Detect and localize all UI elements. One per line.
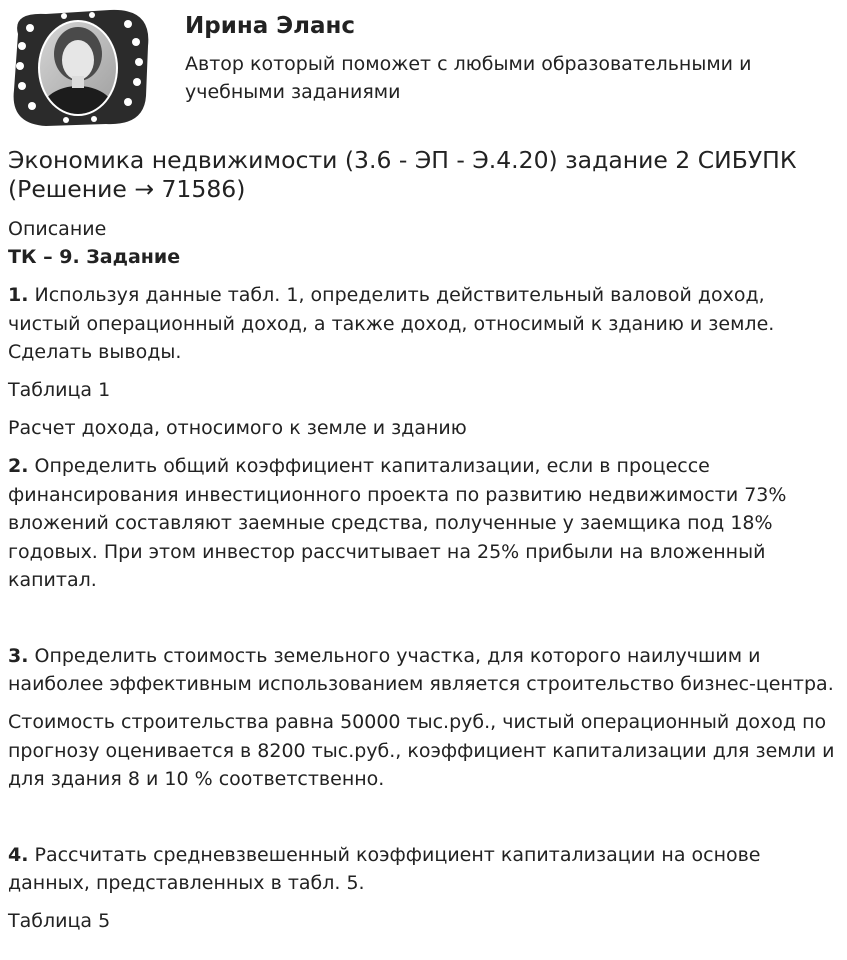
task-number: 3. bbox=[8, 644, 29, 667]
task-item-1 bbox=[8, 281, 840, 367]
task-number: 4. bbox=[8, 843, 29, 866]
author-header bbox=[0, 0, 847, 135]
task-paragraph: Стоимость строительства равна 50000 тыс.руб., чистый операционный доход по прогнозу оценивается в 8200 тыс.руб., коэффициент капитализации для земли и для здания 8 и 10 % соответственно. bbox=[8, 711, 835, 790]
table-title: Расчет дохода, относимого к земле и зданию bbox=[8, 417, 467, 439]
description-label: Описание bbox=[8, 218, 107, 240]
author-description: Автор который поможет с любыми образовательными и учебными заданиями bbox=[185, 53, 752, 103]
table-caption: Таблица 1 bbox=[8, 379, 111, 401]
task-number: 1. bbox=[8, 284, 29, 306]
task-item-3 bbox=[8, 642, 840, 699]
author-name[interactable]: Ирина Эланс bbox=[185, 13, 356, 39]
table-caption: Таблица 5 bbox=[8, 910, 111, 932]
task-item-2 bbox=[8, 452, 840, 595]
task-item-4 bbox=[8, 841, 840, 898]
page-title: Экономика недвижимости (3.6 - ЭП - Э.4.20) задание 2 СИБУПК (Решение → 71586) bbox=[8, 146, 797, 203]
task-text: Рассчитать средневзвешенный коэффициент капитализации на основе данных, представленных в табл. 5. bbox=[8, 843, 761, 894]
task-text: Определить общий коэффициент капитализации, если в процессе финансирования инвестиционного проекта по развитию недвижимости 73% вложений составляют заемные средства, полученные у заемщика под 18% годовых. При этом инвестор рассчитывает на 25% прибыли на вложенный капитал. bbox=[8, 455, 787, 591]
author-avatar[interactable] bbox=[6, 6, 154, 128]
document-body bbox=[8, 146, 840, 945]
task-heading: ТК – 9. Задание bbox=[8, 246, 181, 268]
task-number: 2. bbox=[8, 455, 29, 477]
task-text: Используя данные табл. 1, определить действительный валовой доход, чистый операционный доход, а также доход, относимый к зданию и земле. Сделать выводы. bbox=[8, 284, 775, 363]
task-text: Определить стоимость земельного участка, для которого наилучшим и наиболее эффективным использованием является строительство бизнес-центра. bbox=[8, 644, 834, 695]
